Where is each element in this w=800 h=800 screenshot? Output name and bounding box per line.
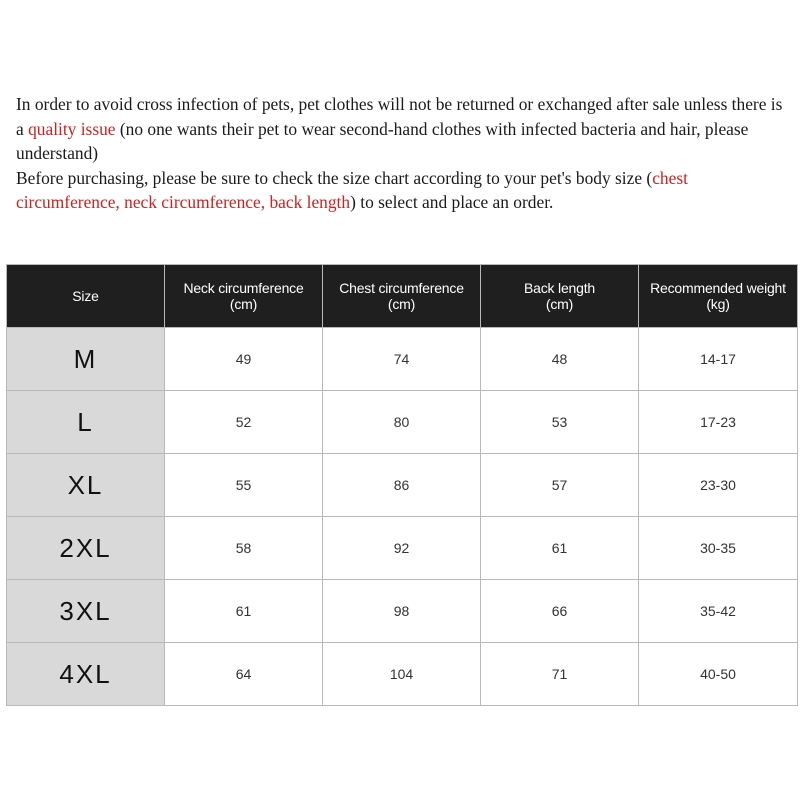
header-neck-label: Neck circumference <box>183 280 304 296</box>
neck-cell: 58 <box>165 517 323 580</box>
weight-cell: 35-42 <box>639 580 798 643</box>
weight-cell: 23-30 <box>639 454 798 517</box>
quality-issue-highlight: quality issue <box>28 118 116 139</box>
weight-cell: 17-23 <box>639 391 798 454</box>
chest-cell: 92 <box>323 517 481 580</box>
header-chest-unit: (cm) <box>387 296 416 312</box>
size-check-paragraph <box>16 166 794 215</box>
table-row <box>7 391 798 454</box>
weight-cell: 30-35 <box>639 517 798 580</box>
back-cell: 66 <box>481 580 639 643</box>
size-check-text-cont: ) to select and place an order. <box>350 192 554 213</box>
header-neck-unit: (cm) <box>229 296 258 312</box>
table-row <box>7 580 798 643</box>
return-policy-text-cont: (no one wants their pet to wear second-hand clothes with infected bacteria and hair, please understand) <box>16 118 749 164</box>
header-weight-label: Recommended weight <box>650 280 786 296</box>
header-chest-label: Chest circumference <box>339 280 464 296</box>
size-cell: XL <box>7 454 165 517</box>
size-check-text: Before purchasing, please be sure to check the size chart according to your pet's body size ( <box>16 167 653 188</box>
chest-cell: 80 <box>323 391 481 454</box>
chest-cell: 98 <box>323 580 481 643</box>
neck-cell: 49 <box>165 328 323 391</box>
header-size-label: Size <box>72 288 99 304</box>
back-cell: 48 <box>481 328 639 391</box>
header-back-label: Back length <box>524 280 595 296</box>
weight-cell: 14-17 <box>639 328 798 391</box>
header-weight-unit: (kg) <box>706 296 730 312</box>
return-policy-text: In order to avoid cross infection of pets, pet clothes will not be returned or exchanged after sale unless there is a <box>16 94 783 139</box>
size-chart-table <box>6 264 798 706</box>
back-cell: 61 <box>481 517 639 580</box>
purchase-notice <box>16 92 794 215</box>
header-size <box>7 265 165 328</box>
neck-cell: 52 <box>165 391 323 454</box>
header-chest <box>323 265 481 328</box>
chest-cell: 86 <box>323 454 481 517</box>
size-cell: 4XL <box>7 643 165 706</box>
table-row <box>7 517 798 580</box>
size-cell: 3XL <box>7 580 165 643</box>
return-policy-paragraph <box>16 92 794 166</box>
table-row <box>7 454 798 517</box>
header-weight <box>639 265 798 328</box>
header-back <box>481 265 639 328</box>
header-neck <box>165 265 323 328</box>
table-header-row <box>7 265 798 328</box>
size-cell: 2XL <box>7 517 165 580</box>
neck-cell: 64 <box>165 643 323 706</box>
size-cell: L <box>7 391 165 454</box>
back-cell: 53 <box>481 391 639 454</box>
size-cell: M <box>7 328 165 391</box>
header-back-unit: (cm) <box>545 296 574 312</box>
weight-cell: 40-50 <box>639 643 798 706</box>
chest-cell: 74 <box>323 328 481 391</box>
chest-cell: 104 <box>323 643 481 706</box>
table-row <box>7 328 798 391</box>
measurements-highlight: chest circumference, neck circumference, back length <box>16 167 688 213</box>
neck-cell: 61 <box>165 580 323 643</box>
neck-cell: 55 <box>165 454 323 517</box>
back-cell: 71 <box>481 643 639 706</box>
table-row <box>7 643 798 706</box>
back-cell: 57 <box>481 454 639 517</box>
